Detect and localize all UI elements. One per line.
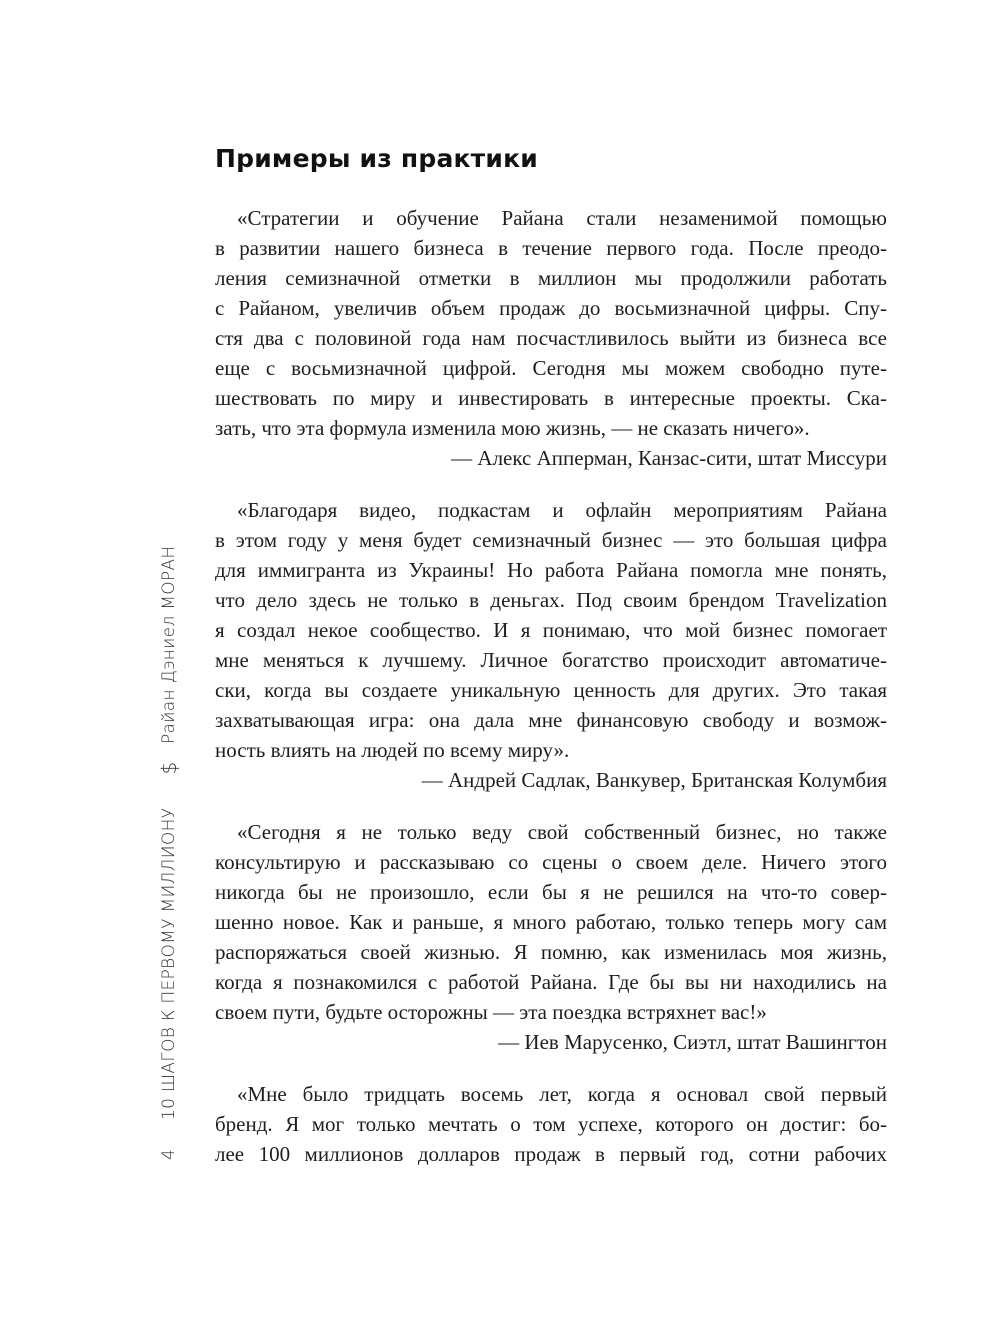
text-line: распоряжаться своей жизнью. Я помню, как изменилась моя жизнь, [215,940,887,964]
testimonial [215,817,887,1057]
book-title: 10 ШАГОВ К ПЕРВОМУ МИЛЛИОНУ [159,807,179,1120]
text-line: я создал некое сообщество. И я понимаю, что мой бизнес помогает [215,618,887,642]
text-line: ления семизначной отметки в миллион мы продолжили работать [215,266,887,290]
section-heading: Примеры из практики [215,144,538,173]
text-line: шенно новое. Как и раньше, я много работаю, только теперь могу сам [215,910,887,934]
text-line: шествовать по миру и инвестировать в интересные проекты. Ска- [215,386,887,410]
testimonial [215,1079,887,1169]
text-line: «Мне было тридцать восемь лет, когда я основал свой первый [237,1082,887,1106]
text-line: «Стратегии и обучение Райана стали незаменимой помощью [237,206,887,230]
text-line: с Райаном, увеличив объем продаж до восьмизначной цифры. Спу- [215,296,887,320]
text-line: стя два с половиной года нам посчастливилось выйти из бизнеса все [215,326,887,350]
testimonials-text [215,203,887,1169]
text-line: «Благодаря видео, подкастам и офлайн мероприятиям Райана [237,498,887,522]
author-name: Райан Дэниел МОРАН [159,545,179,744]
running-footer [157,540,181,1160]
testimonial [215,495,887,795]
text-line: для иммигранта из Украины! Но работа Райана помогла мне понять, [215,558,887,582]
text-line: когда я познакомился с работой Райана. Где бы вы ни находились на [215,970,887,994]
dollar-icon: $ [157,761,181,775]
text-line: в развитии нашего бизнеса в течение первого года. После преодо- [215,236,887,260]
text-line: своем пути, будьте осторожны — эта поездка встряхнет вас!» [215,1000,767,1024]
testimonial-attribution: — Андрей Садлак, Ванкувер, Британская Колумбия [421,768,887,792]
text-line: никогда бы не произошло, если бы я не решился на что-то совер- [215,880,887,904]
text-line: захватывающая игра: она дала мне финансовую свободу и возмож- [215,708,887,732]
testimonial [215,203,887,473]
text-line: ность влиять на людей по всему миру». [215,738,570,762]
text-line: «Сегодня я не только веду свой собственный бизнес, но также [237,820,887,844]
text-line: еще с восьмизначной цифрой. Сегодня мы можем свободно путе- [215,356,887,380]
text-line: консультирую и рассказываю со сцены о своем деле. Ничего этого [215,850,887,874]
testimonial-attribution: — Алекс Апперман, Канзас-сити, штат Миссури [451,446,887,470]
page-number: 4 [159,1148,179,1160]
text-line: ски, когда вы создаете уникальную ценность для других. Это такая [215,678,887,702]
text-line: лее 100 миллионов долларов продаж в первый год, сотни рабочих [215,1142,887,1166]
text-line: в этом году у меня будет семизначный бизнес — это большая цифра [215,528,887,552]
text-line: зать, что эта формула изменила мою жизнь, — не сказать ничего». [215,416,810,440]
text-line: бренд. Я мог только мечтать о том успехе, которого он достиг: бо- [215,1112,887,1136]
text-line: что дело здесь не только в деньгах. Под своим брендом Travelization [215,588,887,612]
testimonial-attribution: — Иев Марусенко, Сиэтл, штат Вашингтон [498,1030,887,1054]
text-line: мне меняться к лучшему. Личное богатство происходит автоматиче- [215,648,887,672]
